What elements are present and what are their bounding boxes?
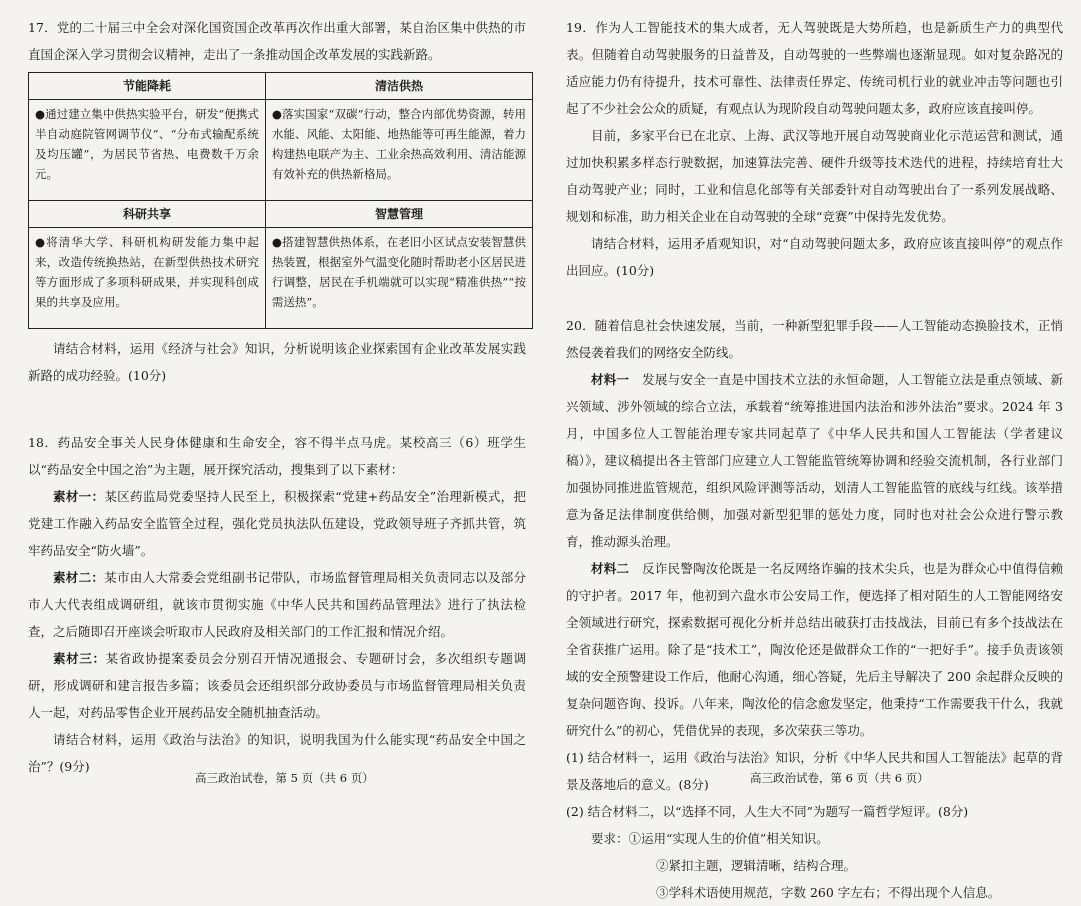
q19-para-2: 目前，多家平台已在北京、上海、武汉等地开展自动驾驶商业化示范运营和测试，通过加快积累多样态行驶数据，加速算法完善、硬件升级等技术迭代的进程，持续培育壮大自动驾驶产业；同时，工业和信息化部等有关部委针对自动驾驶出台了一系列发展战略、规划和标准，助力相关企业在自动驾驶的全球“竞赛”中保持先发优势。 bbox=[566, 128, 1063, 224]
q20-sub-2: (2) 结合材料二，以“选择不同，人生大不同”为题写一篇哲学短评。(8分) bbox=[566, 804, 969, 819]
cell-text: ●落实国家“双碳”行动，整合内部优势资源，转用水能、风能、太阳能、地热能等可再生能源，着力构建热电联产为主、工业余热高效利用、清洁能源有效补充的供热新格局。 bbox=[271, 107, 526, 181]
page-5 bbox=[0, 0, 540, 800]
q20-requirement-3: ③学科术语使用规范，字数 260 字左右；不得出现个人信息。 bbox=[656, 885, 1001, 900]
table-cell-research bbox=[29, 228, 266, 329]
q18-material-2 bbox=[28, 564, 526, 645]
material-text: 某省政协提案委员会分别召开情况通报会、专题研讨会，多次组织专题调研，形成调研和建言报告多篇；该委员会还组织部分政协委员与市场监督管理局相关负责人一起，对药品零售企业开展药品安全随机抽查活动。 bbox=[28, 651, 526, 720]
table-header-energy: 节能降耗 bbox=[29, 73, 266, 100]
q20-material-1 bbox=[566, 366, 1063, 555]
cell-text: ●通过建立集中供热实验平台，研发“便携式半自动庭院管网调节仪”、“分布式输配系统及均压罐”，为居民节省热、电费数千万余元。 bbox=[35, 107, 259, 181]
q20-requirement-1 bbox=[566, 825, 1063, 852]
page-footer: 高三政治试卷，第 6 页（共 6 页） bbox=[750, 771, 929, 785]
requirement-text: ①运用“实现人生的价值”相关知识。 bbox=[628, 831, 829, 846]
q18-ask: 请结合材料，运用《政治与法治》的知识，说明我国为什么能实现“药品安全中国之治”？(9分) bbox=[28, 732, 526, 774]
material-text: 某区药监局党委坚持人民至上，积极探索“党建+药品安全”治理新模式，把党建工作融入药品安全监管全过程，强化党员执法队伍建设，党政领导班子齐抓共管，筑牢药品安全“防火墙”。 bbox=[28, 489, 526, 558]
table-header-clean-heat: 清洁供热 bbox=[265, 73, 532, 100]
material-label: 素材二： bbox=[53, 570, 105, 585]
material-label: 材料一 bbox=[591, 372, 630, 387]
q17-ask: 请结合材料，运用《经济与社会》知识，分析说明该企业探索国有企业改革发展实践新路的成功经验。(10分) bbox=[28, 341, 526, 383]
material-text: 反诈民警陶汝伦既是一名反网络诈骗的技术尖兵，也是为群众心中值得信赖的守护者。2017 年，他初到六盘水市公安局工作，便选择了相对陌生的人工智能网络安全领域进行研究，探索数据可视化分析并总结出破获打击技战法，目前已有多个技战法在全省获推广运用。除了是“技术工”，陶汝伦还是做群众工作的“一把好手”。接手负责该领域的安全预警建设工作后，他耐心沟通，细心答疑，先后主导解决了 200 余起群众反映的复杂问题咨询、投诉。八年来，陶汝伦的信念愈发坚定，他秉持“工作需要我干什么，我就研究什么”的初心，凭借优异的表现，多次荣获三等功。 bbox=[566, 561, 1063, 738]
q18-stem: 18．药品安全事关人民身体健康和生命安全，容不得半点马虎。某校高三（6）班学生以“药品安全中国之治”为主题，展开探究活动，搜集到了以下素材： bbox=[28, 435, 526, 477]
material-label: 材料二 bbox=[591, 561, 630, 576]
material-label: 素材三： bbox=[53, 651, 106, 666]
cell-text: ●将清华大学、科研机构研发能力集中起来，改造传统换热站，在新型供热技术研究等方面形成了多项科研成果，并实现科创成果的共享及应用。 bbox=[35, 235, 259, 309]
q20-stem: 20．随着信息社会快速发展，当前，一种新型犯罪手段——人工智能动态换脸技术，正悄然侵袭着我们的网络安全防线。 bbox=[566, 318, 1063, 360]
q19-ask: 请结合材料，运用矛盾观知识，对“自动驾驶问题太多，政府应该直接叫停”的观点作出回应。(10分) bbox=[566, 236, 1063, 278]
q17-table bbox=[28, 72, 533, 329]
q18-material-1 bbox=[28, 483, 526, 564]
material-text: 某市由人大常委会党组副书记带队，市场监督管理局相关负责同志以及部分市人大代表组成调研组，就该市贯彻实施《中华人民共和国药品管理法》进行了执法检查，之后随即召开座谈会听取市人民政府及相关部门的工作汇报和情况介绍。 bbox=[28, 570, 526, 639]
material-text: 发展与安全一直是中国技术立法的永恒命题，人工智能立法是重点领域、新兴领域、涉外领域的综合立法，承载着“统筹推进国内法治和涉外法治”要求。2024 年 3 月，中国多位人工智能治理专家共同起草了《中华人民共和国人工智能法（学者建议稿）》，建议稿提出各主管部门应建立人工智能监管统筹协调和经验交流机制，各行业部门加强协同推进监管规范，组织风险评测等活动，划清人工智能监管的底线与红线。该举措意为备足法律制度供给侧，加强对新型犯罪的惩处力度，同时也对社会公众进行警示教育，推动源头治理。 bbox=[566, 372, 1063, 549]
q18-material-3 bbox=[28, 645, 526, 726]
requirement-label: 要求： bbox=[591, 831, 629, 846]
table-header-research: 科研共享 bbox=[29, 201, 266, 228]
table-cell-smart bbox=[265, 228, 532, 329]
table-cell-energy bbox=[29, 100, 266, 201]
q20-material-2 bbox=[566, 555, 1063, 744]
page-footer: 高三政治试卷，第 5 页（共 6 页） bbox=[195, 771, 374, 785]
table-cell-clean-heat bbox=[265, 100, 532, 201]
material-label: 素材一： bbox=[53, 489, 105, 504]
q19-para-1: 19．作为人工智能技术的集大成者，无人驾驶既是大势所趋，也是新质生产力的典型代表。但随着自动驾驶服务的日益普及，自动驾驶的一些弊端也逐渐显现。如对复杂路况的适应能力仍有待提升，技术可靠性、法律责任界定、传统司机行业的就业冲击等问题也引起了不少社会公众的质疑，有观点认为现阶段自动驾驶问题太多，政府应该直接叫停。 bbox=[566, 20, 1063, 116]
q20-sub-1: (1) 结合材料一，运用《政治与法治》知识，分析《中华人民共和国人工智能法》起草的背景及落地后的意义。(8分) bbox=[566, 750, 1063, 792]
q20-requirement-2: ②紧扣主题，逻辑清晰，结构合理。 bbox=[656, 858, 857, 873]
page-6 bbox=[540, 0, 1081, 900]
q17-stem: 17．党的二十届三中全会对深化国资国企改革再次作出重大部署，某自治区集中供热的市直国企深入学习贯彻会议精神，走出了一条推动国企改革发展的实践新路。 bbox=[28, 20, 526, 62]
cell-text: ●搭建智慧供热体系，在老旧小区试点安装智慧供热装置，根据室外气温变化随时帮助老小区居民进行调整，居民在手机端就可以实现“精准供热”“按需送热”。 bbox=[271, 235, 526, 309]
table-header-smart: 智慧管理 bbox=[265, 201, 532, 228]
